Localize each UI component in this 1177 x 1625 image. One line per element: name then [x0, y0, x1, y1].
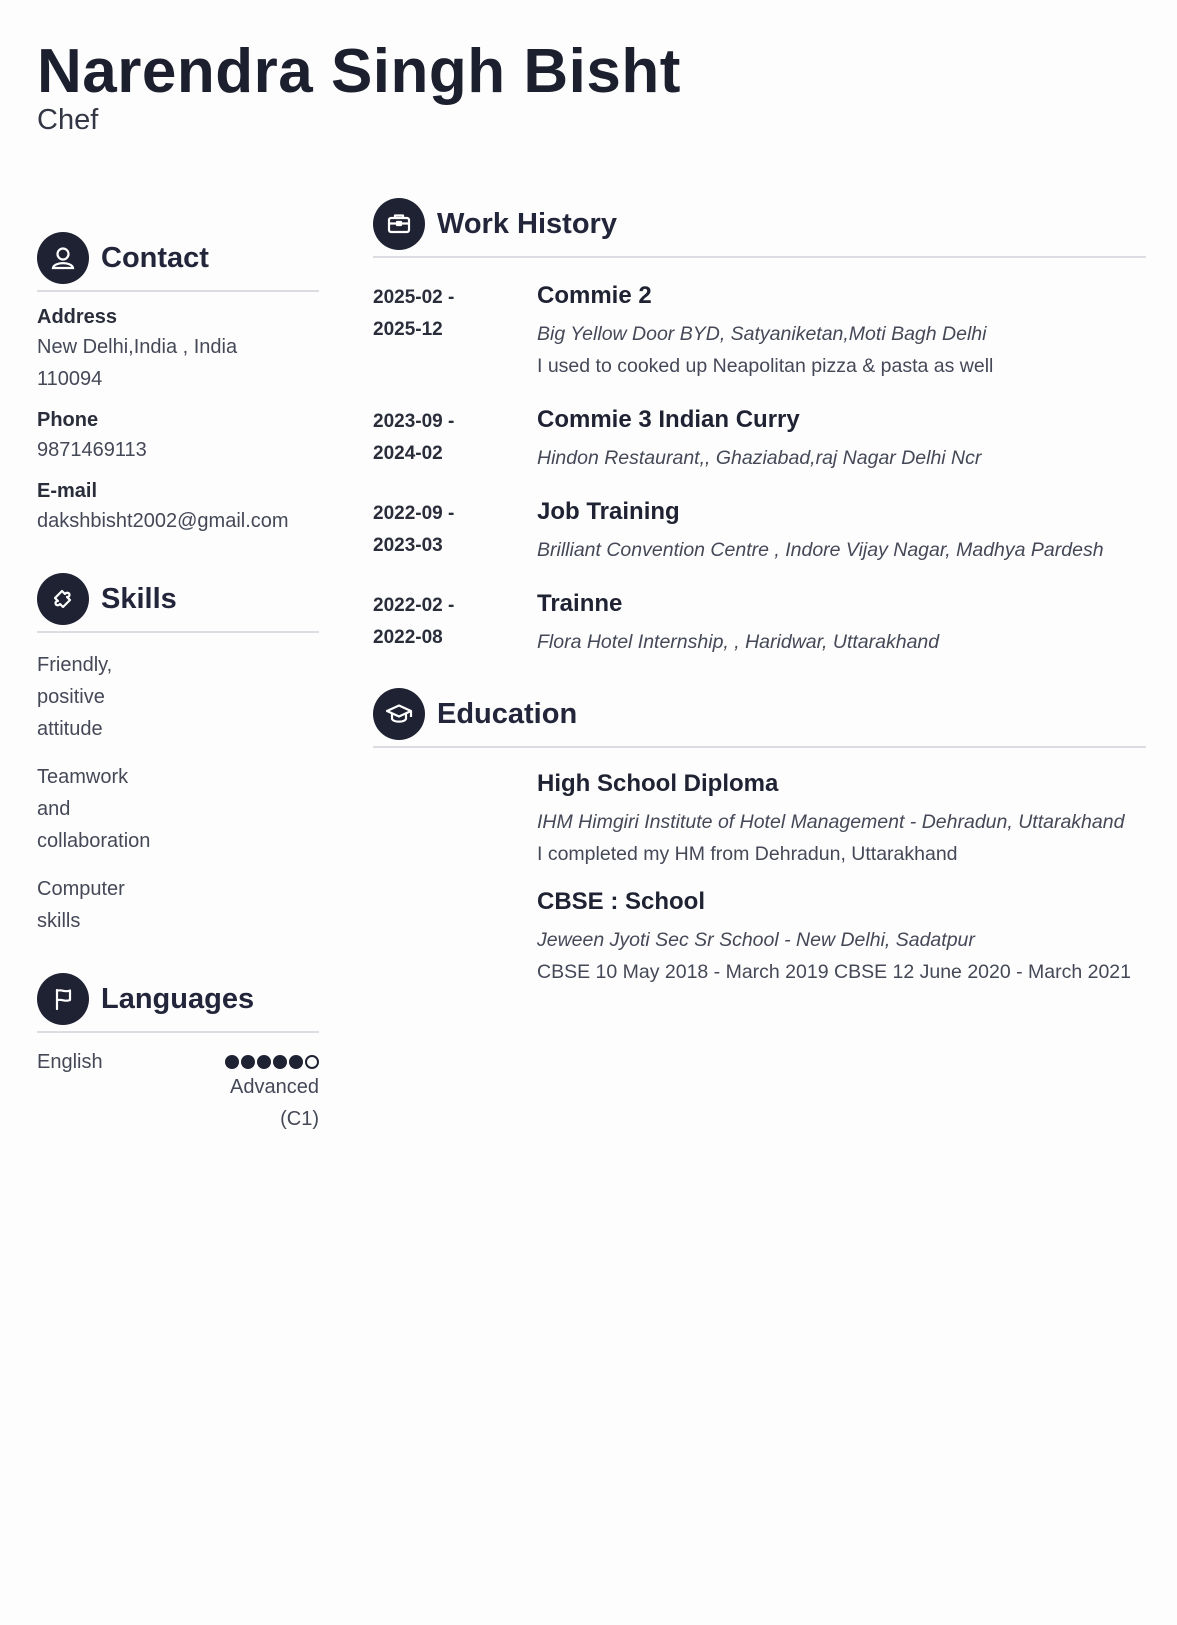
email-label: E-mail — [37, 480, 98, 502]
job-end-date: 2022-08 — [373, 627, 443, 648]
education-description: CBSE 10 May 2018 - March 2019 CBSE 12 June 2020 - March 2021 — [537, 961, 1131, 983]
education-description: I completed my HM from Dehradun, Uttarakhand — [537, 843, 958, 865]
job-start-date: 2022-02 - — [373, 595, 455, 616]
job-details — [537, 404, 1146, 474]
job-dates — [373, 280, 537, 382]
job-employer: Brilliant Convention Centre , Indore Vijay Nagar, Madhya Pardesh — [537, 539, 1104, 561]
candidate-role: Chef — [37, 104, 99, 136]
rating-dot-filled — [273, 1055, 287, 1069]
education-title: Education — [437, 697, 578, 730]
job-details — [537, 280, 1146, 382]
flag-icon — [37, 973, 89, 1025]
section-divider — [373, 746, 1146, 748]
job-details — [537, 588, 1146, 658]
job-entry — [373, 496, 1146, 566]
job-title: Job Training — [537, 498, 680, 525]
address-value — [37, 331, 319, 395]
phone-label: Phone — [37, 409, 99, 431]
work-history-section — [373, 198, 1146, 658]
job-employer: Hindon Restaurant,, Ghaziabad,raj Nagar Delhi Ncr — [537, 447, 982, 469]
education-heading — [373, 688, 1146, 740]
left-column — [37, 232, 319, 1135]
skill-line: attitude — [37, 718, 103, 740]
job-start-date: 2025-02 - — [373, 287, 455, 308]
language-item — [37, 1051, 319, 1135]
contact-section — [37, 232, 319, 537]
section-divider — [37, 290, 319, 292]
skills-title: Skills — [101, 582, 177, 615]
job-title: Commie 2 — [537, 282, 652, 309]
skills-section — [37, 573, 319, 937]
person-icon — [37, 232, 89, 284]
skill-line: and — [37, 798, 71, 820]
work-history-title: Work History — [437, 207, 617, 240]
job-end-date: 2023-03 — [373, 535, 443, 556]
contact-title: Contact — [101, 241, 209, 274]
job-entry — [373, 404, 1146, 474]
job-start-date: 2022-09 - — [373, 503, 455, 524]
skill-item — [37, 761, 177, 857]
right-column — [373, 198, 1146, 988]
skills-heading — [37, 573, 319, 625]
job-start-date: 2023-09 - — [373, 411, 455, 432]
rating-dot-empty — [305, 1055, 319, 1069]
section-divider — [37, 1031, 319, 1033]
education-section — [373, 688, 1146, 988]
resume-header — [37, 38, 681, 137]
job-end-date: 2025-12 — [373, 319, 443, 340]
job-title: Commie 3 Indian Curry — [537, 406, 800, 433]
level-line: Advanced — [230, 1076, 319, 1098]
languages-title: Languages — [101, 982, 255, 1015]
education-entry — [537, 768, 1146, 870]
rating-dot-filled — [241, 1055, 255, 1069]
skill-line: Computer — [37, 878, 125, 900]
job-entry — [373, 280, 1146, 382]
job-entry — [373, 588, 1146, 658]
graduation-cap-icon — [373, 688, 425, 740]
job-description: I used to cooked up Neapolitan pizza & pasta as well — [537, 355, 994, 377]
skill-line: Friendly, — [37, 654, 113, 676]
degree-title: CBSE : School — [537, 888, 706, 915]
institution: Jeween Jyoti Sec Sr School - New Delhi, Sadatpur — [537, 929, 975, 951]
skill-line: positive — [37, 686, 105, 708]
institution: IHM Himgiri Institute of Hotel Management - Dehradun, Uttarakhand — [537, 811, 1125, 833]
rating-dot-filled — [289, 1055, 303, 1069]
language-name: English — [37, 1051, 103, 1073]
candidate-name: Narendra Singh Bisht — [37, 37, 681, 106]
address-label: Address — [37, 306, 118, 328]
job-title: Trainne — [537, 590, 623, 617]
skill-line: skills — [37, 910, 81, 932]
rating-dots — [199, 1055, 319, 1069]
job-end-date: 2024-02 — [373, 443, 443, 464]
skill-item — [37, 649, 177, 745]
job-employer: Big Yellow Door BYD, Satyaniketan,Moti Bagh Delhi — [537, 323, 987, 345]
degree-title: High School Diploma — [537, 770, 779, 797]
language-level — [199, 1071, 319, 1135]
level-line: (C1) — [280, 1108, 319, 1130]
section-divider — [373, 256, 1146, 258]
education-entry — [537, 886, 1146, 988]
job-dates — [373, 588, 537, 658]
job-dates — [373, 404, 537, 474]
rating-dot-filled — [257, 1055, 271, 1069]
skill-line: Teamwork — [37, 766, 129, 788]
job-details — [537, 496, 1146, 566]
puzzle-icon — [37, 573, 89, 625]
rating-dot-filled — [225, 1055, 239, 1069]
skill-line: collaboration — [37, 830, 151, 852]
skill-item — [37, 873, 177, 937]
work-history-heading — [373, 198, 1146, 250]
email-value[interactable]: dakshbisht2002@gmail.com — [37, 510, 289, 532]
job-employer: Flora Hotel Internship, , Haridwar, Uttarakhand — [537, 631, 940, 653]
job-dates — [373, 496, 537, 566]
language-proficiency — [199, 1051, 319, 1135]
briefcase-icon — [373, 198, 425, 250]
languages-section — [37, 973, 319, 1135]
contact-heading — [37, 232, 319, 284]
languages-heading — [37, 973, 319, 1025]
phone-value[interactable]: 9871469113 — [37, 439, 147, 461]
address-line: 110094 — [37, 368, 103, 390]
section-divider — [37, 631, 319, 633]
address-line: New Delhi,India , India — [37, 336, 238, 358]
